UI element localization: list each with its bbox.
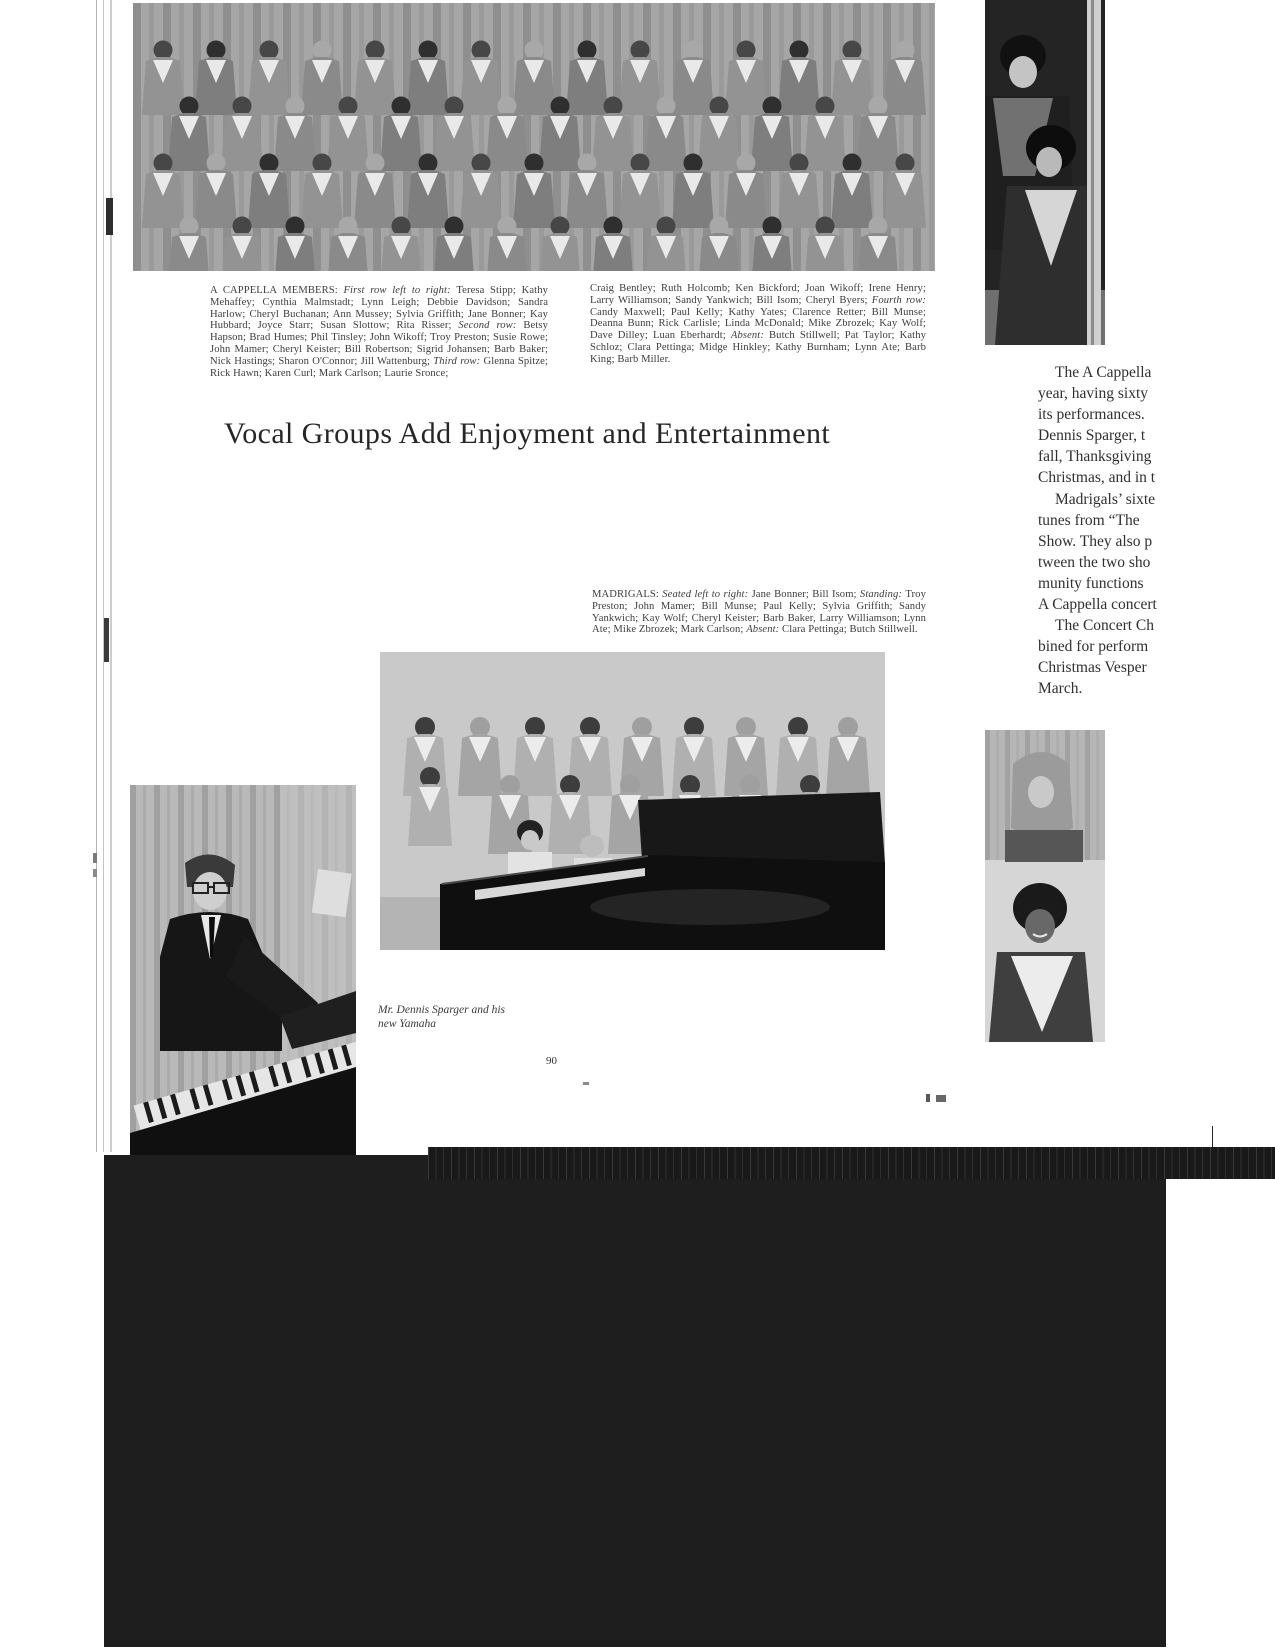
scan-noise-mark [583,1082,589,1085]
a-cappella-caption-col2: Craig Bentley; Ruth Holcomb; Ken Bickford; Joan Wikoff; Irene Henry; Larry Williamson; Sandy Yankwich; Bill Isom; Cheryl Byers; Fourth row: Candy Maxwell; Paul Kelly; Kathy Yates; Clarence Retter; Bill Munse; Deanna Bunn; Rick Carlisle; Linda McDonald; Mike Zbrozek; Kay Wolf; Dave Dilley; Luan Eberhardt; Absent: Butch Stillwell; Pat Taylor; Kathy Schloz; Clara Pettinga; Midge Hinkley; Kathy Burnham; Lynn Ate; Barb King; Barb Miller. [590,283,926,365]
article-line: bined for perform [1038,638,1149,656]
article-line: The A Cappella [1055,364,1152,381]
spine-mark [93,853,97,863]
a-cappella-caption-col1: A CAPPELLA MEMBERS: First row left to right: Teresa Stipp; Kathy Mehaffey; Cynthia Malmstadt; Lynn Leigh; Debbie Davidson; Sandra Harlow; Cheryl Buchanan; Ann Mussey; Sylvia Griffith; Jane Bonner; Kay Hubbard; Joyce Starr; Susan Slottow; Rita Risser; Second row: Betsy Hapson; Brad Humes; Phil Tinsley; John Wikoff; Troy Preston; Susie Rowe; John Mamer; Cheryl Keister; Bill Robertson; Sigrid Johansen; Barb Baker; Nick Hastings; Sharon O'Connor; Jill Wattenburg; Third row: Glenna Spitze; Rick Hawn; Karen Curl; Mark Carlson; Laurie Sronce; [210,285,549,379]
dennis-sparger-piano-photo [130,785,356,1158]
scan-noise-mark [936,1095,946,1102]
scan-noise-mark [926,1094,930,1102]
scan-black-area [104,1155,1166,1647]
choir-members-photo-top-right [985,0,1105,345]
article-line: its performances. [1038,406,1145,424]
article-line: tunes from “The [1038,511,1140,529]
article-text-column [1038,362,1165,700]
madrigals-group-photo [380,652,885,950]
sparger-caption-line: new Yamaha [378,1017,437,1030]
article-line: tween the two sho [1038,553,1151,571]
page-headline: Vocal Groups Add Enjoyment and Entertainment [224,417,831,450]
article-line: The Concert Ch [1055,617,1155,635]
spine-line [96,0,97,1152]
spine-mark [104,618,109,662]
article-line: Madrigals’ sixte [1055,490,1156,508]
article-line: Christmas Vesper [1038,659,1147,677]
sparger-photo-caption [378,1004,505,1031]
a-cappella-choir-photo [133,3,935,271]
madrigals-caption: MADRIGALS: Seated left to right: Jane Bonner; Bill Isom; Standing: Troy Preston; John Mamer; Bill Munse; Paul Kelly; Sylvia Griffith; Sandy Yankwich; Kay Wolf; Cheryl Keister; Barb Baker, Larry Williamson; Lynn Ate; Mike Zbrozek; Mark Carlson; Absent: Clara Pettinga; Butch Stillwell. [592,589,926,636]
spine-line [110,0,112,1152]
article-line: Christmas, and in t [1038,469,1156,487]
page-number: 90 [546,1055,557,1067]
spine-mark [93,869,97,877]
article-line: munity functions [1038,574,1144,592]
article-line: Show. They also p [1038,532,1153,550]
book-page-edges-strip [428,1147,1275,1179]
article-line: A Cappella concert [1038,596,1157,614]
choir-members-photo-bottom-right [985,730,1105,1042]
spine-mark [106,198,113,235]
article-line: March. [1038,680,1083,698]
spine-line [103,0,104,1152]
article-line: fall, Thanksgiving [1038,448,1152,466]
sparger-caption-line: Mr. Dennis Sparger and his [378,1004,506,1016]
article-line: year, having sixty [1038,385,1149,403]
article-line: Dennis Sparger, t [1038,427,1146,445]
